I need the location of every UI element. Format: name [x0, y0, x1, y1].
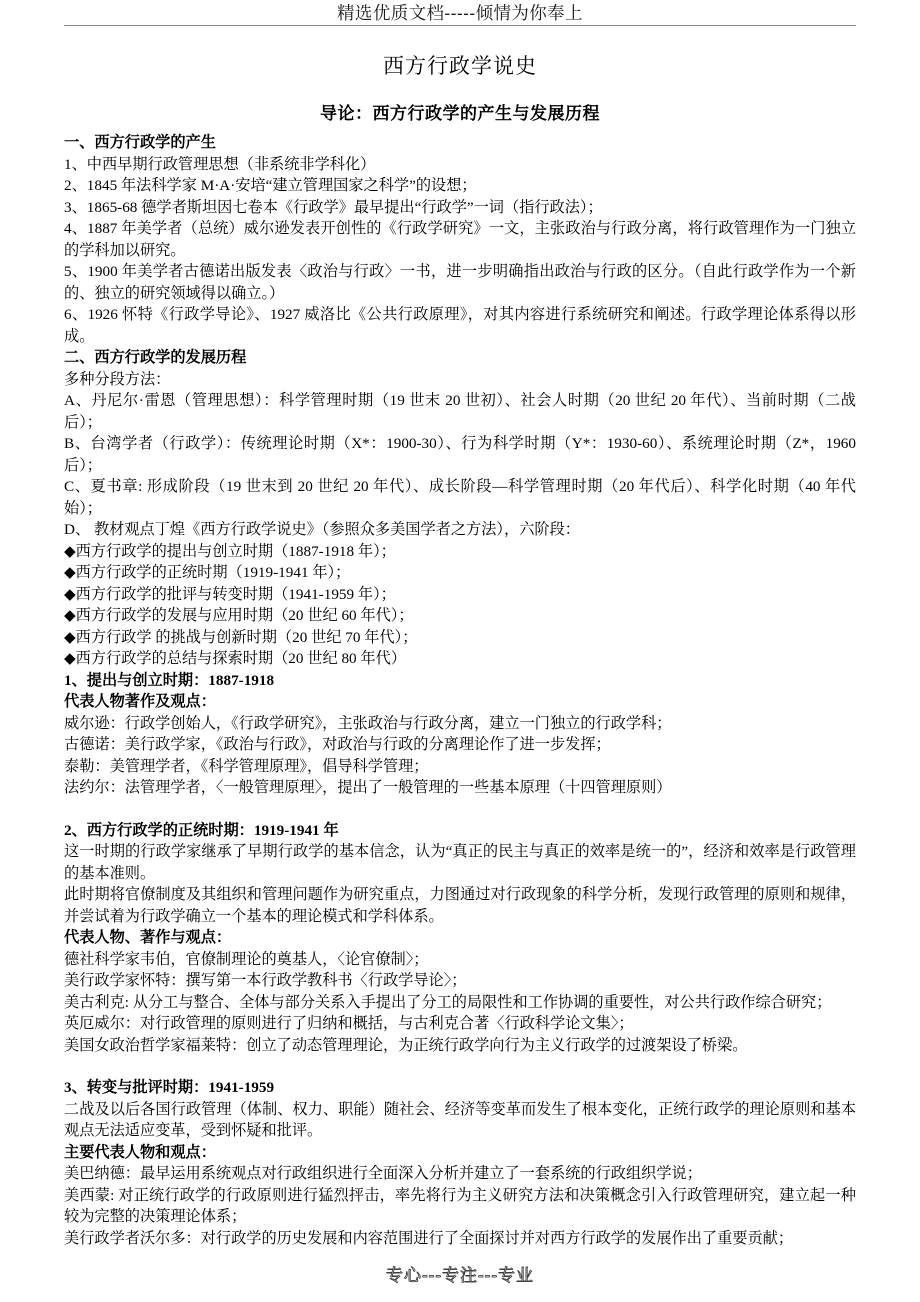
- body-paragraph: 二战及以后各国行政管理（体制、权力、职能）随社会、经济等变革而发生了根本变化，正统行政学的理论原则和基本观点无法适应变革，受到怀疑和批评。: [64, 1100, 856, 1139]
- section-heading: 代表人物著作及观点：: [64, 693, 216, 710]
- section-heading: 一、西方行政学的产生: [64, 134, 216, 151]
- body-paragraph: 多种分段方法：: [64, 370, 171, 388]
- document-title: 西方行政学说史: [383, 54, 537, 78]
- body-paragraph: 美古利克: 从分工与整合、全体与部分关系入手提出了分工的局限性和工作协调的重要性，对公共行政作综合研究；: [64, 993, 832, 1011]
- body-paragraph: ◆西方行政学的提出与创立时期（1887-1918 年）；: [64, 542, 396, 560]
- body-paragraph: 这一时期的行政学家继承了早期行政学的基本信念，认为“真正的民主与真正的效率是统一的”，经济和效率是行政管理的基本准则。: [64, 843, 856, 882]
- body-paragraph: ◆西方行政学的发展与应用时期（20 世纪 60 年代）；: [64, 607, 414, 624]
- body-paragraph: 泰勒：美管理学者，《科学管理原理》，倡导科学管理；: [64, 757, 429, 775]
- body-paragraph: 威尔逊：行政学创始人，《行政学研究》，主张政治与行政分离，建立一门独立的行政学科；: [64, 714, 672, 732]
- section-heading: 二、西方行政学的发展历程: [64, 349, 247, 366]
- body-paragraph: 4、1887 年美学者（总统）威尔逊发表开创性的《行政学研究》一文，主张政治与行政分离，将行政管理作为一门独立的学科加以研究。: [64, 220, 856, 259]
- body-paragraph: 美西蒙: 对正统行政学的行政原则进行猛烈抨击，率先将行为主义研究方法和决策概念引入行政管理研究，建立起一种较为完整的决策理论体系；: [64, 1186, 856, 1225]
- body-paragraph: 古德诺：美行政学家，《政治与行政》，对政治与行政的分离理论作了进一步发挥；: [64, 736, 611, 753]
- body-paragraph: 此时期将官僚制度及其组织和管理问题作为研究重点，力图通过对行政现象的科学分析，发现行政管理的原则和规律，并尝试着为行政学确立一个基本的理论模式和学科体系。: [64, 886, 856, 925]
- body-paragraph: 英厄威尔：对行政管理的原则进行了归纳和概括，与古利克合著〈行政科学论文集〉；: [64, 1015, 634, 1032]
- body-paragraph: 美巴纳德：最早运用系统观点对行政组织进行全面深入分析并建立了一套系统的行政组织学说；: [64, 1165, 702, 1182]
- body-paragraph: 2、1845 年法科学家 M·A·安培“建立管理国家之科学”的设想；: [64, 177, 477, 194]
- document-body: [64, 132, 856, 1249]
- body-paragraph: 法约尔：法管理学者，〈一般管理原理〉，提出了一般管理的一些基本原理（十四管理原则）: [64, 779, 672, 796]
- body-paragraph: D、 教材观点丁煌《西方行政学说史》（参照众多美国学者之方法），六阶段：: [64, 521, 580, 538]
- body-paragraph: 6、1926 怀特《行政学导论》、1927 威洛比《公共行政原理》，对其内容进行系统研究和阐述。行政学理论体系得以形成。: [64, 306, 856, 345]
- body-paragraph: A、丹尼尔·雷恩（管理思想）：科学管理时期（19 世末 20 世初）、社会人时期（20 世纪 20 年代）、当前时期（二战后）；: [64, 392, 856, 431]
- paragraph-spacer: [64, 799, 856, 820]
- section-heading: 1、提出与创立时期：1887-1918: [64, 671, 275, 689]
- body-paragraph: 5、1900 年美学者古德诺出版发表〈政治与行政〉一书，进一步明确指出政治与行政的区分。（自此行政学作为一个新的、独立的研究领域得以确立。）: [64, 263, 856, 302]
- body-paragraph: ◆西方行政学的批评与转变时期（1941-1959 年）；: [64, 585, 396, 603]
- section-heading: 代表人物、著作与观点：: [64, 929, 232, 946]
- body-paragraph: ◆西方行政学 的挑战与创新时期（20 世纪 70 年代）；: [64, 628, 418, 646]
- body-paragraph: 德社科学家韦伯，官僚制理论的奠基人，〈论官僚制〉；: [64, 950, 429, 968]
- section-heading: 主要代表人物和观点：: [64, 1143, 216, 1161]
- body-paragraph: ◆西方行政学的总结与探索时期（20 世纪 80 年代）: [64, 650, 407, 667]
- document-subtitle: 导论：西方行政学的产生与发展历程: [320, 104, 600, 123]
- body-paragraph: 美行政学者沃尔多：对行政学的历史发展和内容范围进行了全面探讨并对西方行政学的发展作出了重要贡献；: [64, 1229, 793, 1247]
- body-paragraph: B、台湾学者（行政学）：传统理论时期（X*：1900-30）、行为科学时期（Y*：1930-60）、系统理论时期（Z*，1960 后）；: [64, 435, 856, 474]
- body-paragraph: C、夏书章: 形成阶段（19 世末到 20 世纪 20 年代）、成长阶段—科学管理时期（20 年代后）、科学化时期（40 年代始）；: [64, 478, 856, 517]
- footer-watermark-text: 专心---专注---专业: [386, 1266, 534, 1285]
- body-paragraph: ◆西方行政学的正统时期（1919-1941 年）；: [64, 564, 351, 581]
- page-header: [64, 0, 856, 26]
- body-paragraph: 3、1865-68 德学者斯坦因七卷本《行政学》最早提出“行政学”一词（指行政法）；: [64, 198, 603, 216]
- page-footer: [0, 1261, 920, 1286]
- header-divider: [64, 25, 856, 26]
- paragraph-spacer: [64, 1056, 856, 1077]
- section-heading: 3、转变与批评时期：1941-1959: [64, 1079, 275, 1096]
- body-paragraph: 美行政学家怀特：撰写第一本行政学教科书〈行政学导论〉；: [64, 972, 467, 989]
- section-heading: 2、西方行政学的正统时期：1919-1941 年: [64, 821, 339, 839]
- body-paragraph: 1、中西早期行政管理思想（非系统非学科化）: [64, 155, 376, 173]
- header-watermark-text: 精选优质文档-----倾情为你奉上: [337, 3, 583, 23]
- body-paragraph: 美国女政治哲学家福莱特：创立了动态管理理论，为正统行政学向行为主义行政学的过渡架设了桥梁。: [64, 1036, 748, 1054]
